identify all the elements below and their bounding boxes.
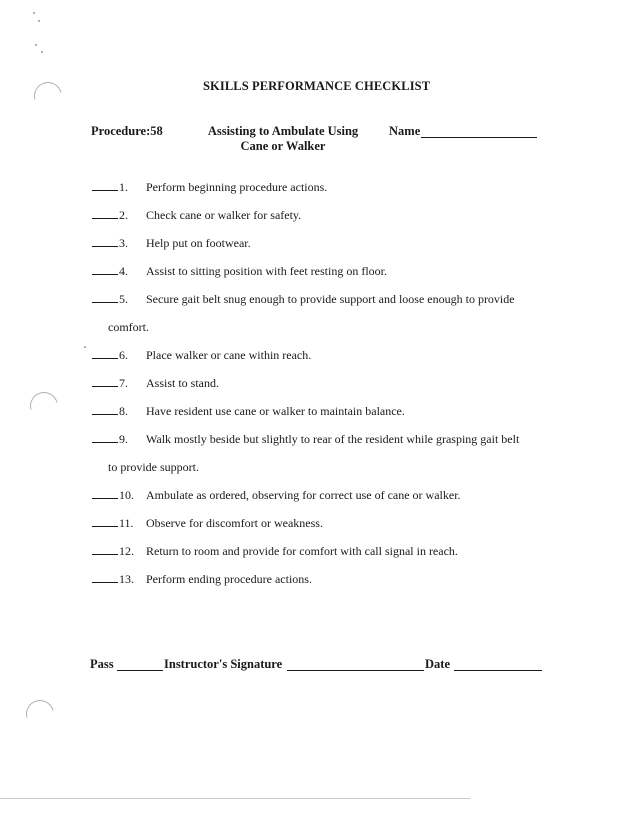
document-title: SKILLS PERFORMANCE CHECKLIST <box>203 79 431 93</box>
punch-hole-mark <box>21 695 59 733</box>
step-check-blank[interactable] <box>92 498 118 499</box>
step-13 <box>92 572 312 587</box>
step-number: 11. <box>119 516 134 530</box>
step-number: 13. <box>119 572 134 586</box>
date-field-line[interactable] <box>454 670 542 671</box>
scan-speck <box>35 44 37 46</box>
scan-speck <box>84 346 86 348</box>
name-field-line[interactable] <box>421 137 537 138</box>
step-text: Assist to sitting position with feet resting on floor. <box>146 264 387 278</box>
step-number: 2. <box>119 208 128 222</box>
pass-label: Pass <box>90 657 114 671</box>
step-check-blank[interactable] <box>92 554 118 555</box>
step-text: Place walker or cane within reach. <box>146 348 312 362</box>
step-5-continuation: comfort. <box>108 320 149 334</box>
step-check-blank[interactable] <box>92 274 118 275</box>
step-4 <box>92 264 387 279</box>
step-text: Walk mostly beside but slightly to rear of the resident while grasping gait belt <box>146 432 520 446</box>
scan-speck <box>38 20 40 22</box>
step-number: 7. <box>119 376 128 390</box>
step-number: 8. <box>119 404 128 418</box>
step-number: 12. <box>119 544 134 558</box>
step-8 <box>92 404 405 419</box>
step-check-blank[interactable] <box>92 386 118 387</box>
name-label: Name <box>389 124 421 138</box>
step-number: 10. <box>119 488 134 502</box>
step-text: Ambulate as ordered, observing for correct use of cane or walker. <box>146 488 461 502</box>
step-number: 6. <box>119 348 128 362</box>
step-check-blank[interactable] <box>92 302 118 303</box>
step-text: Perform ending procedure actions. <box>146 572 312 586</box>
step-check-blank[interactable] <box>92 190 118 191</box>
date-label: Date <box>425 657 450 671</box>
step-7 <box>92 376 220 391</box>
scan-edge-line <box>0 798 470 799</box>
step-number: 4. <box>119 264 128 278</box>
instructor-signature-line[interactable] <box>287 670 424 671</box>
step-number: 1. <box>119 180 128 194</box>
step-9-continuation: to provide support. <box>108 460 199 474</box>
step-text: Return to room and provide for comfort with call signal in reach. <box>146 544 458 558</box>
step-text: Check cane or walker for safety. <box>146 208 302 222</box>
step-12 <box>92 544 458 559</box>
step-5 <box>92 292 515 307</box>
scan-speck <box>41 51 43 53</box>
punch-hole-mark <box>29 77 67 115</box>
instructor-signature-label: Instructor's Signature <box>164 657 283 671</box>
procedure-title: Assisting to Ambulate Using Cane or Walker <box>207 124 359 153</box>
step-number: 3. <box>119 236 128 250</box>
step-3 <box>92 236 251 251</box>
step-text: Have resident use cane or walker to maintain balance. <box>146 404 405 418</box>
step-2 <box>92 208 302 223</box>
step-9 <box>92 432 520 447</box>
step-text: Assist to stand. <box>146 376 220 390</box>
step-number: 9. <box>119 432 128 446</box>
step-10 <box>92 488 461 503</box>
step-11 <box>92 516 323 531</box>
step-check-blank[interactable] <box>92 582 118 583</box>
procedure-number: Procedure:58 <box>91 124 163 138</box>
scan-speck <box>33 12 35 14</box>
step-check-blank[interactable] <box>92 414 118 415</box>
step-check-blank[interactable] <box>92 246 118 247</box>
step-text: Perform beginning procedure actions. <box>146 180 328 194</box>
step-text: Observe for discomfort or weakness. <box>146 516 323 530</box>
step-text: Help put on footwear. <box>146 236 251 250</box>
punch-hole-mark <box>25 387 63 425</box>
step-check-blank[interactable] <box>92 358 118 359</box>
step-check-blank[interactable] <box>92 526 118 527</box>
step-text: Secure gait belt snug enough to provide support and loose enough to provide <box>146 292 515 306</box>
step-check-blank[interactable] <box>92 442 118 443</box>
step-number: 5. <box>119 292 128 306</box>
step-6 <box>92 348 312 363</box>
pass-field-line[interactable] <box>117 670 163 671</box>
step-check-blank[interactable] <box>92 218 118 219</box>
step-1 <box>92 180 328 195</box>
